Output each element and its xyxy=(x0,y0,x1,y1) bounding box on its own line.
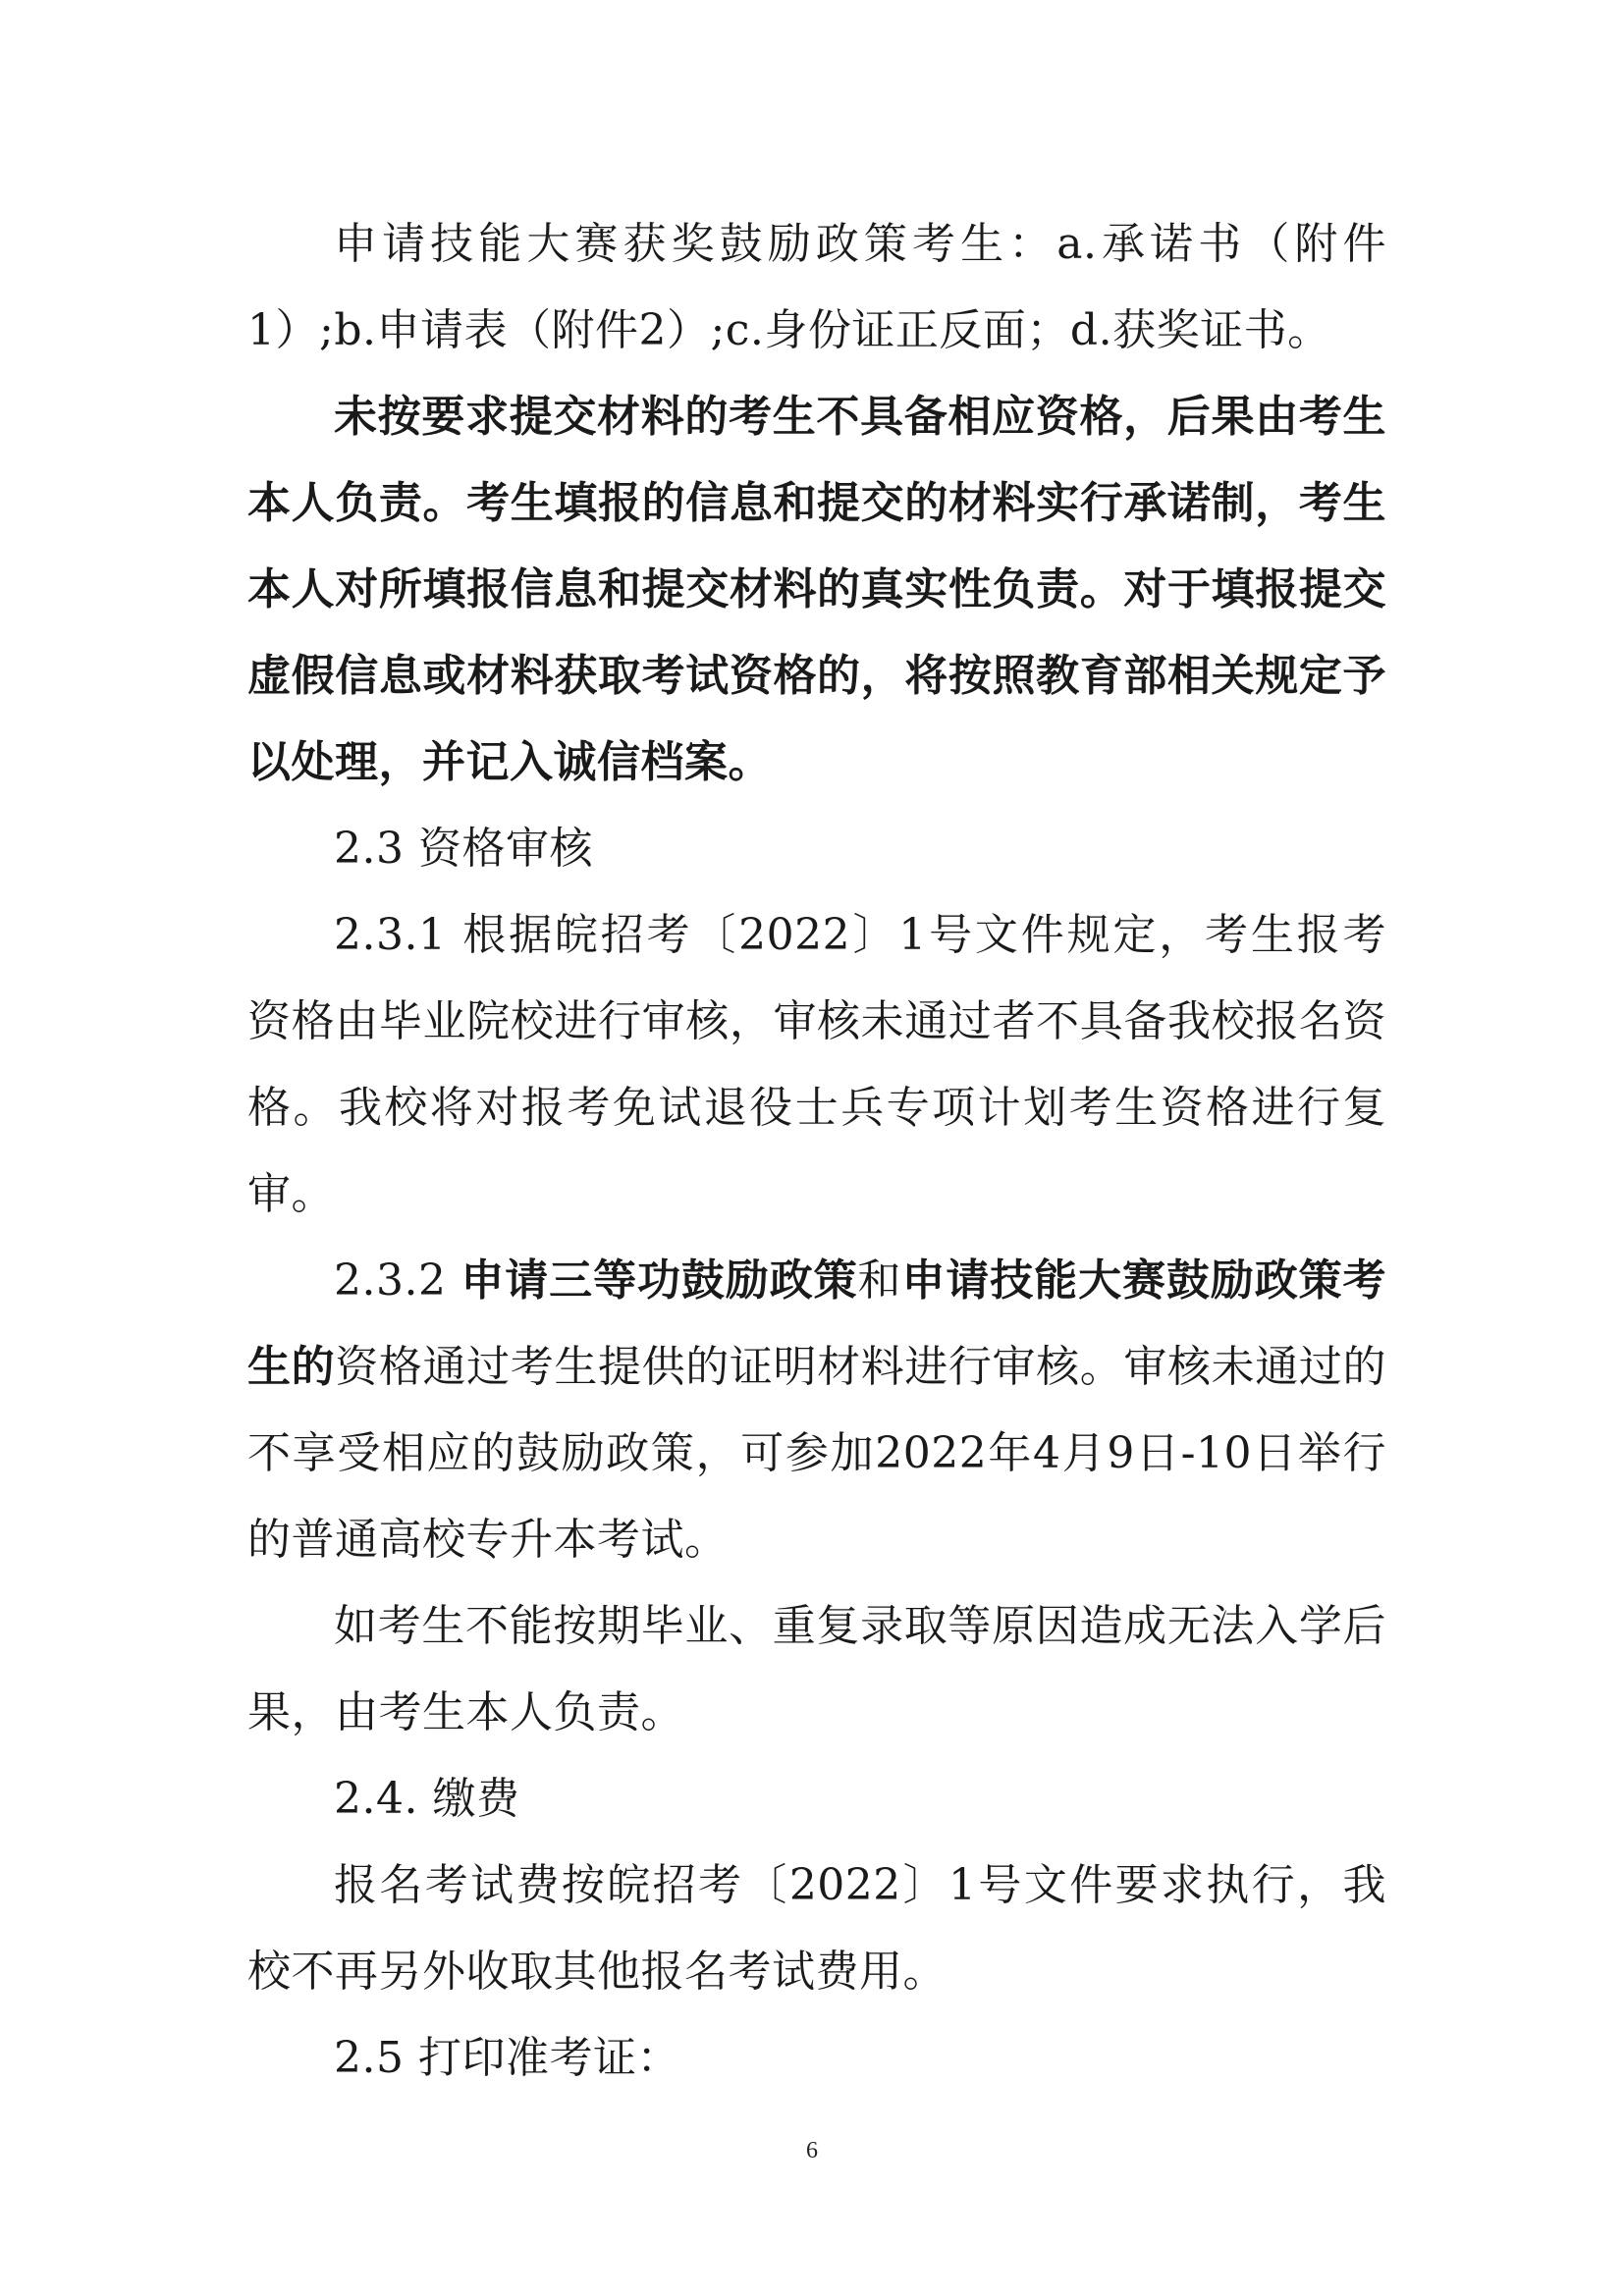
paragraph-notice-bold: 未按要求提交材料的考生不具备相应资格，后果由考生本人负责。考生填报的信息和提交的材料实行承诺制，考生本人对所填报信息和提交材料的真实性负责。对于填报提交虚假信息或材料获取考试资格的，将按照教育部相关规定予以处理，并记入诚信档案。 xyxy=(247,392,1386,787)
para-2-3-2-prefix: 2.3.2 xyxy=(334,1255,461,1306)
document-body xyxy=(247,201,1386,2102)
para-2-3-2-rest: 资格通过考生提供的证明材料进行审核。审核未通过的不享受相应的鼓励政策，可参加2022年4月9日-10日举行的普通高校专升本考试。 xyxy=(247,1342,1387,1565)
paragraph-2-3-1: 2.3.1 根据皖招考〔2022〕1号文件规定，考生报考资格由毕业院校进行审核，审核未通过者不具备我校报名资格。我校将对报考免试退役士兵专项计划考生资格进行复审。 xyxy=(247,910,1386,1219)
para-2-3-2-bold1: 申请三等功鼓励政策 xyxy=(460,1255,858,1306)
heading-2-4: 2.4. 缴费 xyxy=(334,1774,520,1824)
paragraph-2-3-2 xyxy=(247,1238,1386,1583)
para-2-3-2-bold2: 申请技能大赛鼓励政策考生的 xyxy=(247,1255,1387,1392)
heading-2-3: 2.3 资格审核 xyxy=(334,824,593,874)
page-number: 6 xyxy=(806,2138,818,2163)
paragraph-notice-graduation: 如考生不能按期毕业、重复录取等原因造成无法入学后果，由考生本人负责。 xyxy=(247,1601,1386,1737)
heading-2-5: 2.5 打印准考证： xyxy=(334,2033,680,2083)
paragraph-fee: 报名考试费按皖招考〔2022〕1号文件要求执行，我校不再另外收取其他报名考试费用。 xyxy=(247,1860,1386,1997)
para-2-3-2-mid: 和 xyxy=(857,1255,902,1306)
paragraph-materials-skill: 申请技能大赛获奖鼓励政策考生：a.承诺书（附件1）;b.申请表（附件2）;c.身份证正反面；d.获奖证书。 xyxy=(247,219,1386,355)
